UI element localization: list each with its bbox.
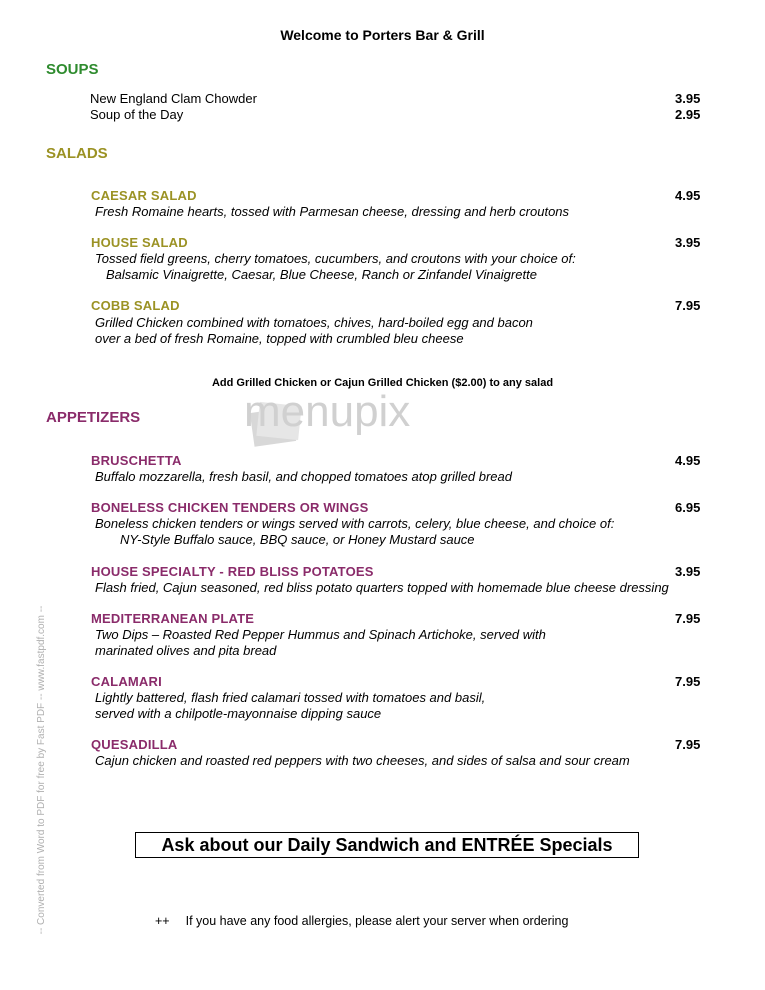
menu-item-price: 7.95 <box>675 611 701 626</box>
menu-item-name: HOUSE SALAD <box>91 235 188 250</box>
page-title: Welcome to Porters Bar & Grill <box>280 27 485 43</box>
menu-item-description: Flash fried, Cajun seasoned, red bliss potato quarters topped with homemade blue cheese dressing <box>95 580 669 595</box>
menu-item-price: 4.95 <box>675 188 701 203</box>
menu-item-description: Cajun chicken and roasted red peppers with two cheeses, and sides of salsa and sour cream <box>95 753 630 768</box>
section-heading-salads: SALADS <box>46 145 108 162</box>
salad-addon-note: Add Grilled Chicken or Cajun Grilled Chicken ($2.00) to any salad <box>211 377 554 389</box>
watermark-text: menupix <box>244 387 411 436</box>
menu-item-description: over a bed of fresh Romaine, topped with crumbled bleu cheese <box>95 331 464 346</box>
menu-item-price: 7.95 <box>675 737 701 752</box>
allergy-text: If you have any food allergies, please alert your server when ordering <box>185 914 569 928</box>
section-heading-soups: SOUPS <box>46 61 99 78</box>
menu-item-price: 2.95 <box>675 107 701 122</box>
menu-item-description: marinated olives and pita bread <box>95 643 277 658</box>
menu-item-description: Fresh Romaine hearts, tossed with Parmesan cheese, dressing and herb croutons <box>95 204 570 219</box>
menu-item-description: Balsamic Vinaigrette, Caesar, Blue Cheese, Ranch or Zinfandel Vinaigrette <box>106 267 537 282</box>
allergy-note <box>155 914 568 928</box>
menu-item-name: MEDITERRANEAN PLATE <box>91 611 255 626</box>
menu-item-name: New England Clam Chowder <box>90 91 257 106</box>
menu-item-description: served with a chilpotle-mayonnaise dipping sauce <box>95 706 382 721</box>
menu-item-description: Lightly battered, flash fried calamari tossed with tomatoes and basil, <box>95 690 486 705</box>
specials-banner: Ask about our Daily Sandwich and ENTRÉE Specials <box>135 832 639 858</box>
menu-item-name: CAESAR SALAD <box>91 188 197 203</box>
menu-item-name: Soup of the Day <box>90 107 184 122</box>
menu-item-name: BONELESS CHICKEN TENDERS OR WINGS <box>91 500 369 515</box>
menu-item-price: 3.95 <box>675 235 701 250</box>
menu-item-price: 4.95 <box>675 453 701 468</box>
menu-item-description: Grilled Chicken combined with tomatoes, chives, hard-boiled egg and bacon <box>95 315 533 330</box>
menu-item-description: Buffalo mozzarella, fresh basil, and chopped tomatoes atop grilled bread <box>95 469 512 484</box>
menu-item-price: 3.95 <box>675 564 701 579</box>
menupix-watermark <box>238 384 468 454</box>
menu-item-name: QUESADILLA <box>91 737 178 752</box>
menu-item-price: 7.95 <box>675 674 701 689</box>
menu-item-description: Two Dips – Roasted Red Pepper Hummus and Spinach Artichoke, served with <box>95 627 546 642</box>
menu-item-description: Tossed field greens, cherry tomatoes, cucumbers, and croutons with your choice of: <box>95 251 576 266</box>
menu-item-description: Boneless chicken tenders or wings served with carrots, celery, blue cheese, and choice of: <box>95 516 615 531</box>
menu-item-price: 6.95 <box>675 500 701 515</box>
menu-item-name: HOUSE SPECIALTY - RED BLISS POTATOES <box>91 564 374 579</box>
menu-item-description: NY-Style Buffalo sauce, BBQ sauce, or Honey Mustard sauce <box>120 532 475 547</box>
menu-item-name: COBB SALAD <box>91 298 180 313</box>
sidebar-text: -- Converted from Word to PDF for free by Fast PDF -- www.fastpdf.com -- <box>36 605 47 935</box>
menu-item-price: 7.95 <box>675 298 701 313</box>
menu-item-name: CALAMARI <box>91 674 162 689</box>
converter-sidebar-text <box>36 580 46 960</box>
menu-item-name: BRUSCHETTA <box>91 453 182 468</box>
allergy-marker: ++ <box>155 914 170 928</box>
section-heading-appetizers: APPETIZERS <box>46 409 141 426</box>
menu-item-price: 3.95 <box>675 91 701 106</box>
